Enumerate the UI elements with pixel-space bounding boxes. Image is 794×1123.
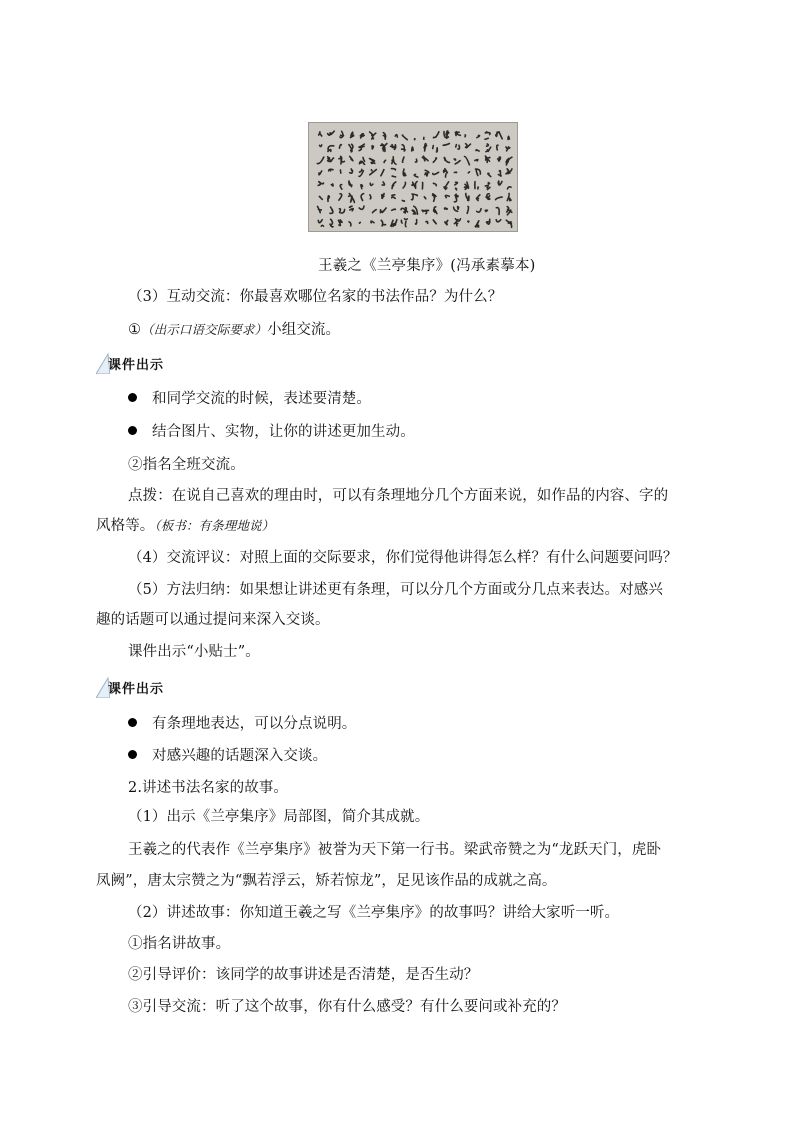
calligraphy-stroke [468, 221, 469, 222]
calligraphy-stroke [487, 222, 491, 223]
bullet-icon [128, 426, 137, 435]
paragraph-class-exchange: ②指名全班交流。 [128, 457, 245, 473]
bullet-item: 结合图片、实物，让你的讲述更加生动。 [152, 424, 415, 440]
paragraph-storytelling: （2）讲述故事：你知道王羲之写《兰亭集序》的故事吗？讲给大家听一听。 [128, 905, 620, 921]
calligraphy-stroke [498, 157, 499, 161]
calligraphy-stroke [433, 146, 434, 149]
calligraphy-stroke [445, 208, 447, 209]
paragraph-show-image: （1）出示《兰亭集序》局部图，简介其成就。 [128, 809, 430, 825]
paragraph-text: 小组交流。 [267, 322, 341, 338]
calligraphy-stroke [457, 223, 458, 226]
calligraphy-stroke [361, 185, 363, 189]
calligraphy-stroke [456, 188, 457, 190]
calligraphy-stroke [433, 137, 435, 138]
calligraphy-stroke [405, 219, 408, 220]
bullet-icon [128, 718, 137, 727]
calligraphy-stroke [468, 172, 469, 173]
paragraph-text: 风格等。 [96, 518, 155, 534]
calligraphy-stroke [415, 139, 416, 140]
calligraphy-stroke [485, 210, 487, 211]
calligraphy-stroke [321, 225, 323, 226]
calligraphy-stroke [392, 145, 394, 148]
paragraph-story-step1: ①指名讲故事。 [128, 936, 231, 952]
calligraphy-stroke [454, 159, 455, 160]
calligraphy-stroke [401, 220, 402, 223]
paragraph-interaction: （3）互动交流：你最喜欢哪位名家的书法作品？为什么？ [128, 289, 503, 305]
paragraph-guidance-cont [96, 514, 274, 535]
calligraphy-stroke [351, 133, 352, 136]
section-heading: 2.讲述书法名家的故事。 [128, 780, 289, 796]
calligraphy-stroke [446, 174, 447, 177]
calligraphy-stroke [468, 196, 469, 200]
calligraphy-stroke [476, 198, 478, 200]
calligraphy-stroke [350, 209, 353, 211]
bullet-item: 有条理地表达，可以分点说明。 [152, 716, 357, 732]
paragraph-evaluation: （4）交流评议：对照上面的交际要求，你们觉得他讲得怎么样？有什么问题要问吗？ [128, 550, 678, 566]
handwritten-note: （出示口语交际要求） [141, 322, 268, 337]
calligraphy-stroke [476, 150, 479, 151]
calligraphy-stroke [402, 200, 404, 201]
calligraphy-stroke [371, 221, 374, 223]
figure-caption: 王羲之《兰亭集序》(冯承素摹本) [318, 258, 536, 274]
calligraphy-image [308, 122, 518, 232]
calligraphy-stroke [392, 195, 395, 196]
bullet-item: 对感兴趣的话题深入交谈。 [152, 748, 328, 764]
calligraphy-stroke [392, 176, 395, 177]
calligraphy-drawing [309, 123, 517, 231]
calligraphy-stroke [392, 160, 393, 161]
calligraphy-stroke [488, 183, 489, 185]
calligraphy-stroke [485, 138, 488, 139]
paragraph-method-cont: 趣的话题可以通过提问来深入交谈。 [96, 612, 330, 628]
bullet-icon [128, 750, 137, 759]
handwritten-note: （板书：有条理地说） [154, 518, 275, 533]
bullet-icon [128, 393, 137, 402]
paragraph-tips: 课件出示“小贴士”。 [128, 644, 260, 660]
calligraphy-stroke [328, 158, 330, 160]
calligraphy-stroke [405, 221, 406, 226]
calligraphy-stroke [339, 209, 340, 213]
bullet-item: 和同学交流的时候，表述要清楚。 [152, 391, 371, 407]
calligraphy-stroke [412, 147, 414, 151]
calligraphy-stroke [341, 156, 342, 157]
calligraphy-stroke [426, 210, 427, 213]
calligraphy-stroke [350, 207, 351, 208]
calligraphy-stroke [370, 195, 371, 199]
calligraphy-stroke [436, 148, 437, 152]
calligraphy-stroke [499, 181, 500, 185]
paragraph-guidance: 点拨：在说自己喜欢的理由时，可以有条理地分几个方面来说，如作品的内容、字的 [128, 488, 669, 504]
paragraph-method: （5）方法归纳：如果想让讲述更有条理，可以分几个方面或分几点来表达。对感兴 [128, 582, 663, 598]
calligraphy-stroke [371, 170, 372, 171]
calligraphy-stroke [445, 158, 446, 160]
calligraphy-stroke [351, 169, 352, 171]
paragraph-masterpiece-cont: 凤阙”，唐太宗赞之为“飘若浮云，矫若惊龙”，足见该作品的成就之高。 [96, 873, 557, 889]
calligraphy-stroke [372, 146, 373, 149]
callout-label: 课件出示 [108, 358, 165, 373]
paragraph-story-step3: ③引导交流：听了这个故事，你有什么感受？有什么要问或补充的？ [128, 999, 566, 1015]
paragraph-group-exchange [128, 318, 340, 339]
calligraphy-stroke [458, 207, 459, 210]
calligraphy-stroke [508, 136, 509, 139]
callout-label: 课件出示 [108, 682, 165, 697]
paragraph-story-step2: ②引导评价：该同学的故事讲述是否清楚，是否生动？ [128, 967, 479, 983]
calligraphy-stroke [359, 222, 360, 223]
calligraphy-stroke [412, 184, 414, 185]
calligraphy-stroke [456, 145, 457, 147]
circled-number: ① [128, 322, 142, 338]
paragraph-masterpiece: 王羲之的代表作《兰亭集序》被誉为天下第一行书。梁武帝赞之为“龙跃天门，虎卧 [128, 842, 662, 858]
calligraphy-stroke [331, 184, 333, 186]
calligraphy-stroke [486, 157, 490, 158]
